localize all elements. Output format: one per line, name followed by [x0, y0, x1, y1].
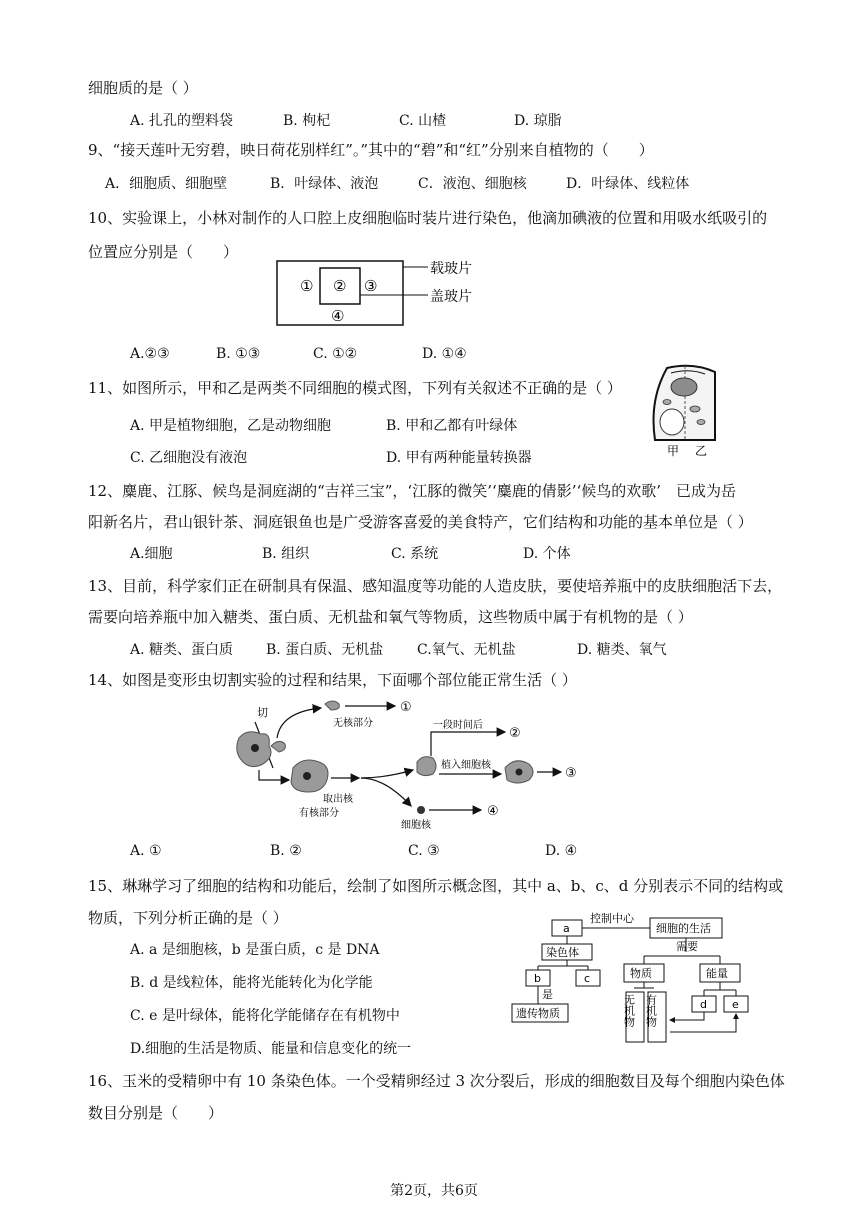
q12-stem-line1: 12、麋鹿、江豚、候鸟是洞庭湖的“吉祥三宝”，‘江豚的微笑’‘麋鹿的倩影’‘候鸟的欢歌’ 已成为岳 [88, 482, 737, 500]
amoeba-fragment [271, 741, 285, 752]
node-e-label: e [732, 998, 739, 1011]
node-matter-label: 物质 [630, 967, 652, 980]
edge-control-center: 控制中心 [590, 912, 634, 925]
result-1: ① [400, 700, 412, 715]
arrow-to-with-nucleus [259, 770, 289, 780]
q16-stem-line2: 数目分别是（ ） [88, 1104, 224, 1122]
q14-amoeba-figure [225, 692, 595, 832]
q15-option-d: D.细胞的生活是物质、能量和信息变化的统一 [130, 1041, 412, 1057]
fig-num-4: ④ [331, 307, 345, 325]
q10-option-c: C. ①② [313, 346, 358, 362]
node-organic-label: 有机物 [644, 994, 658, 1027]
q13-option-c: C.氧气、无机盐 [417, 642, 516, 658]
node-energy-label: 能量 [706, 967, 728, 980]
q10-stem-line1: 10、实验课上，小林对制作的人口腔上皮细胞临时装片进行染色，他滴加碘液的位置和用吸水纸吸引的 [88, 209, 768, 227]
q11-option-c: C. 乙细胞没有液泡 [130, 450, 248, 466]
q14-option-d: D. ④ [545, 843, 578, 859]
node-c-label: c [584, 972, 591, 985]
nucleus-dot [303, 772, 311, 780]
q11-cell-figure [645, 360, 725, 460]
label-yi: 乙 [695, 444, 708, 458]
node-chromosome-label: 染色体 [546, 946, 579, 959]
fig-num-1: ① [300, 277, 314, 295]
node-b-label: b [534, 972, 541, 985]
node-genetic-label: 遗传物质 [516, 1007, 560, 1020]
q8-stem-end: 细胞质的是（ ） [88, 79, 198, 97]
q14-option-b: B. ② [270, 843, 302, 859]
q13-stem-line1: 13、目前，科学家们正在研制具有保温、感知温度等功能的人造皮肤，要使培养瓶中的皮肤细胞活下去， [88, 577, 783, 595]
q16-stem-line1: 16、玉米的受精卵中有 10 条染色体。一个受精卵经过 3 次分裂后，形成的细胞数目及每个细胞内染色体 [88, 1072, 785, 1090]
q13-option-d: D. 糖类、氧气 [577, 642, 667, 658]
edge-need: 需要 [676, 940, 698, 953]
no-nucleus-part [325, 701, 339, 710]
nucleus-shape [671, 378, 697, 396]
arrow-organic-e [670, 1014, 736, 1032]
q9-option-d: D．叶绿体、线粒体 [566, 176, 690, 192]
q10-option-a: A.②③ [130, 346, 170, 362]
q15-option-a: A. a 是细胞核，b 是蛋白质，c 是 DNA [130, 942, 380, 958]
fig-num-2: ② [333, 277, 347, 295]
node-a-label: a [563, 922, 570, 935]
organelle-shape [663, 400, 671, 405]
label-cover-slip: 盖玻片 [430, 289, 472, 305]
result-4: ④ [487, 804, 499, 819]
arrow-to-nucleus [361, 778, 411, 806]
q15-concept-map [508, 908, 758, 1048]
q15-option-c: C. e 是叶绿体，能将化学能储存在有机物中 [130, 1008, 400, 1024]
organelle-shape [690, 406, 700, 412]
q11-option-a: A. 甲是植物细胞，乙是动物细胞 [130, 418, 332, 434]
result-3: ③ [565, 766, 577, 781]
q8-option-c: C. 山楂 [399, 113, 447, 129]
q11-option-d: D. 甲有两种能量转换器 [386, 450, 532, 466]
q12-option-a: A.细胞 [130, 546, 173, 562]
amoeba-nucleus [251, 744, 259, 752]
result-2: ② [509, 726, 521, 741]
label-no-nucleus: 无核部分 [333, 718, 373, 729]
enucleated-cell [417, 757, 436, 776]
q8-option-b: B. 枸杞 [283, 113, 331, 129]
q11-option-b: B. 甲和乙都有叶绿体 [386, 418, 518, 434]
node-inorganic-label: 无机物 [622, 994, 636, 1027]
label-nucleus: 细胞核 [401, 820, 431, 831]
q13-option-b: B. 蛋白质、无机盐 [266, 642, 384, 658]
page-footer: 第2页，共6页 [390, 1183, 478, 1199]
isolated-nucleus [417, 806, 425, 814]
q9-option-a: A．细胞质、细胞壁 [105, 176, 228, 192]
q10-option-d: D. ①④ [422, 346, 467, 362]
q12-option-c: C. 系统 [391, 546, 439, 562]
fig-num-3: ③ [364, 277, 378, 295]
node-d-label: d [700, 998, 707, 1011]
q10-slide-figure [270, 255, 510, 330]
q9-option-b: B．叶绿体、液泡 [270, 176, 379, 192]
label-after-time: 一段时间后 [433, 720, 483, 731]
q14-option-c: C. ③ [408, 843, 440, 859]
organelle-shape [697, 420, 705, 425]
q12-stem-line2: 阳新名片，君山银针茶、洞庭银鱼也是广受游客喜爱的美食特产，它们结构和功能的基本单位是（ ） [88, 513, 753, 531]
arrow-to-r2 [431, 732, 505, 756]
label-slide: 载玻片 [430, 261, 472, 277]
label-implant: 植入细胞核 [441, 760, 491, 771]
arrow-d-organic [670, 1012, 704, 1020]
q8-option-a: A. 扎孔的塑料袋 [130, 113, 234, 129]
label-jia: 甲 [667, 444, 680, 458]
q13-stem-line2: 需要向培养瓶中加入糖类、蛋白质、无机盐和氧气等物质，这些物质中属于有机物的是（ ） [88, 608, 693, 626]
q14-option-a: A. ① [130, 843, 162, 859]
q10-option-b: B. ①③ [216, 346, 261, 362]
label-cut: 切 [257, 706, 268, 719]
q9-option-c: C．液泡、细胞核 [418, 176, 527, 192]
arrow-to-enucleated [361, 770, 413, 778]
arrow-to-no-nucleus [277, 708, 321, 738]
q12-option-d: D. 个体 [523, 546, 571, 562]
q13-option-a: A. 糖类、蛋白质 [130, 642, 234, 658]
q14-stem: 14、如图是变形虫切割实验的过程和结果，下面哪个部位能正常生活（ ） [88, 671, 577, 689]
label-with-nucleus: 有核部分 [299, 808, 339, 819]
q15-option-b: B. d 是线粒体，能将光能转化为化学能 [130, 975, 373, 991]
q12-option-b: B. 组织 [262, 546, 310, 562]
node-cell-life-label: 细胞的生活 [656, 922, 711, 935]
implanted-nucleus [516, 769, 523, 776]
q9-stem: 9、“接天莲叶无穷碧，映日荷花别样红”。”其中的“碧”和“红”分别来自植物的（ ） [88, 141, 654, 159]
q11-stem: 11、如图所示，甲和乙是两类不同细胞的模式图，下列有关叙述不正确的是（ ） [88, 379, 622, 397]
q15-stem-line1: 15、琳琳学习了细胞的结构和功能后，绘制了如图所示概念图，其中 a、b、c、d 分别表示不同的结构或 [88, 877, 784, 895]
label-take-out: 取出核 [323, 794, 353, 805]
q8-option-d: D. 琼脂 [514, 113, 562, 129]
vacuole-shape [660, 409, 684, 435]
q15-stem-line2: 物质，下列分析正确的是（ ） [88, 909, 288, 927]
q10-stem-line2: 位置应分别是（ ） [88, 243, 239, 261]
edge-is: 是 [542, 988, 553, 1001]
